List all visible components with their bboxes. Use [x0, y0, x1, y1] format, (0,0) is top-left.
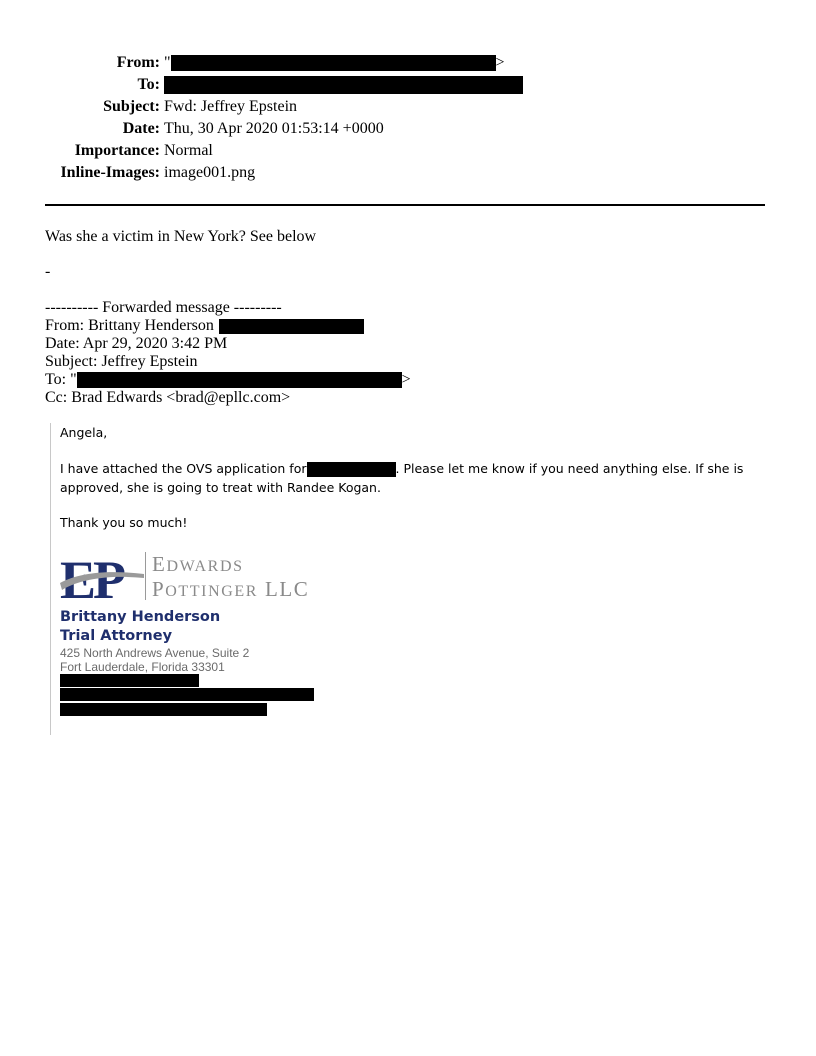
redaction-bar: [77, 372, 402, 388]
message-paragraph-1-cont: approved, she is going to treat with Randee Kogan.: [60, 480, 381, 495]
forwarded-header: [45, 299, 411, 407]
logo-line-1-cap: E: [152, 552, 167, 576]
redaction-bar: [60, 688, 314, 701]
header-from-value: [164, 52, 505, 74]
header-from-row: [0, 52, 816, 74]
forward-date-line: Date: Apr 29, 2020 3:42 PM: [45, 335, 228, 352]
forward-to-prefix: To: ": [45, 371, 77, 388]
greeting: Angela,: [60, 425, 108, 440]
header-subject-row: [0, 96, 816, 118]
header-from-label: From:: [116, 54, 160, 71]
header-inline-images-value: image001.png: [164, 164, 256, 181]
signature-name: Brittany Henderson: [60, 609, 221, 625]
redaction-bar: [171, 55, 496, 71]
signature-title: Trial Attorney: [60, 628, 173, 644]
forward-separator: ---------- Forwarded message ---------: [45, 299, 282, 316]
forward-to-suffix: >: [401, 371, 411, 388]
redaction-bar: [60, 674, 199, 687]
firm-logo: [60, 550, 320, 602]
email-header: [0, 52, 816, 184]
redaction-bar: [60, 703, 267, 716]
ep-logo-mark: [60, 550, 144, 602]
header-from-suffix: >: [495, 54, 505, 71]
header-importance-row: [0, 140, 816, 162]
quoted-message: [50, 423, 780, 735]
redaction-bar: [164, 76, 523, 94]
header-inline-images-label: Inline-Images:: [60, 164, 160, 181]
forward-to-line: [45, 371, 411, 389]
header-divider: [45, 204, 765, 206]
paragraph-1-start: I have attached the OVS application for: [60, 461, 307, 476]
header-date-label: Date:: [122, 120, 160, 137]
redaction-bar: [219, 319, 364, 334]
header-subject-value: Fwd: Jeffrey Epstein: [164, 98, 298, 115]
body-dash: -: [45, 263, 51, 280]
logo-line-1: [152, 553, 309, 578]
logo-line-2-llc: LLC: [264, 577, 310, 601]
header-date-value: Thu, 30 Apr 2020 01:53:14 +0000: [164, 120, 384, 137]
signature-address-2: Fort Lauderdale, Florida 33301: [60, 660, 225, 674]
header-importance-value: Normal: [164, 142, 213, 159]
logo-line-2: [152, 578, 309, 603]
redaction-bar: [307, 462, 396, 477]
header-to-row: [0, 74, 816, 96]
forward-subject-line: Subject: Jeffrey Epstein: [45, 353, 198, 370]
paragraph-1-end: . Please let me know if you need anything else. If she is: [395, 461, 744, 476]
header-to-value: [164, 74, 523, 96]
header-subject-label: Subject:: [103, 98, 160, 115]
logo-line-2-cap: P: [152, 577, 166, 601]
forward-cc-line: Cc: Brad Edwards <brad@epllc.com>: [45, 389, 291, 406]
message-paragraph-1: [60, 459, 743, 478]
header-from-prefix: ": [164, 54, 171, 71]
header-date-row: [0, 118, 816, 140]
header-to-label: To:: [137, 76, 160, 93]
header-inline-images-row: [0, 162, 816, 184]
header-importance-label: Importance:: [74, 142, 160, 159]
signature-address-1: 425 North Andrews Avenue, Suite 2: [60, 646, 250, 660]
logo-line-1-rest: DWARDS: [166, 558, 244, 575]
body-line-1: Was she a victim in New York? See below: [45, 228, 317, 245]
logo-wordmark: [152, 553, 309, 603]
forward-from-text: From: Brittany Henderson: [45, 317, 214, 334]
thanks-line: Thank you so much!: [60, 515, 188, 530]
logo-line-2-rest: OTTINGER: [165, 583, 259, 600]
logo-divider: [145, 552, 146, 600]
forward-from-line: [45, 317, 411, 335]
logo-letters: EP: [60, 550, 124, 602]
